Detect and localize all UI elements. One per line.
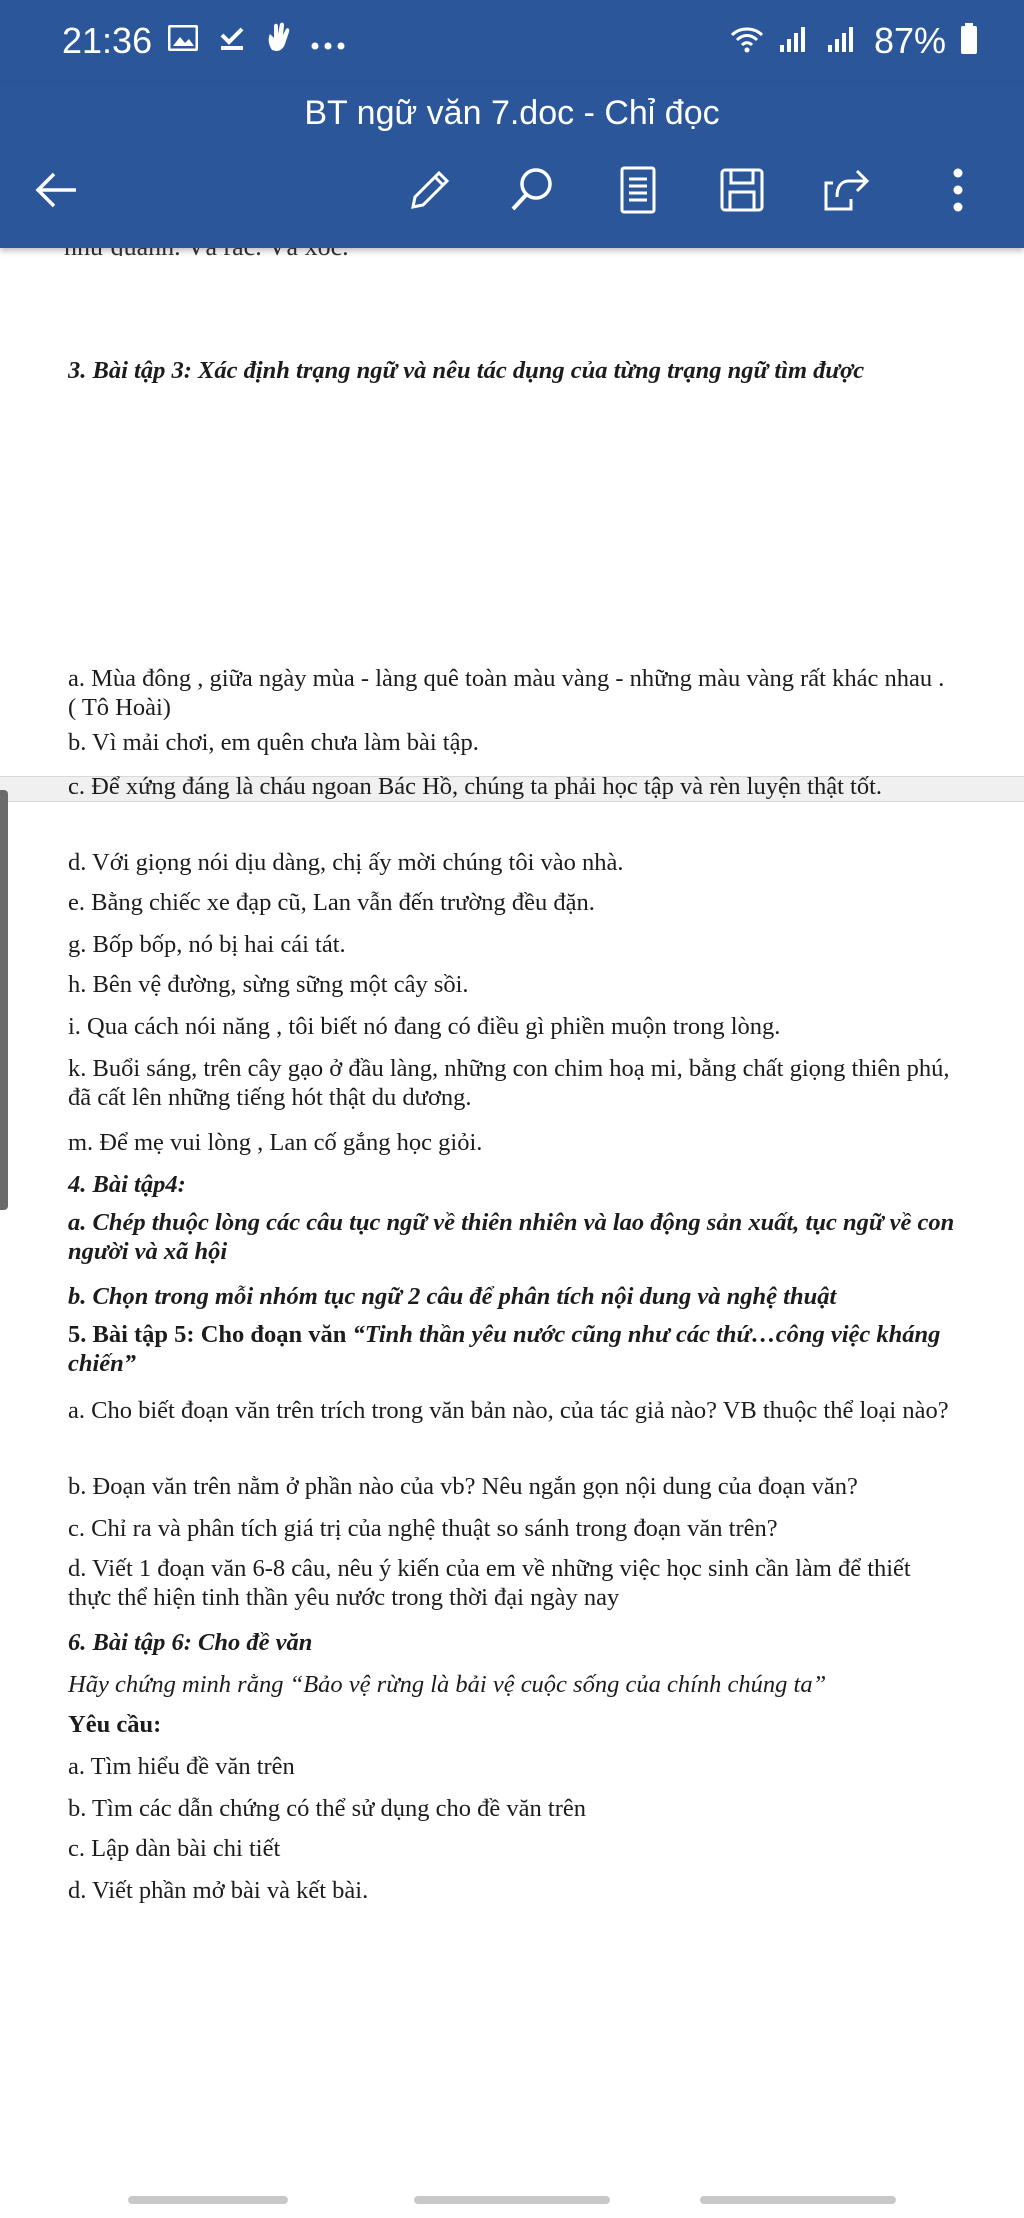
exercise-4-a: a. Chép thuộc lòng các câu tục ngữ về thiên nhiên và lao động sản xuất, tục ngữ về con người và xã hội (68, 1209, 955, 1265)
reading-view-button[interactable] (606, 158, 670, 222)
back-button[interactable] (24, 158, 88, 222)
list-item: g. Bốp bốp, nó bị hai cái tát. (68, 931, 346, 958)
status-bar (0, 0, 1024, 84)
list-item: d. Viết 1 đoạn văn 6-8 câu, nêu ý kiến của em về những việc học sinh cần làm để thiết thực thể hiện tinh thần yêu nước trong thời đại ngày nay (68, 1555, 911, 1611)
list-item: e. Bằng chiếc xe đạp cũ, Lan vẫn đến trường đều đặn. (68, 889, 595, 916)
nav-bar-segment-right (700, 2196, 896, 2204)
pencil-icon (405, 165, 455, 215)
exercise-5-heading (68, 1320, 958, 1378)
list-item: c. Để xứng đáng là cháu ngoan Bác Hồ, chúng ta phải học tập và rèn luyện thật tốt. (68, 773, 883, 800)
document-title: BT ngữ văn 7.doc - Chỉ đọc (304, 94, 720, 132)
exercise-4-heading: 4. Bài tập4: (68, 1171, 186, 1198)
exercise-3-heading: 3. Bài tập 3: Xác định trạng ngữ và nêu tác dụng của từng trạng ngữ tìm được (68, 357, 865, 384)
list-item: b. Tìm các dẫn chứng có thể sử dụng cho đề văn trên (68, 1795, 586, 1822)
status-time: 21:36 (62, 20, 153, 61)
status-system-icons (730, 20, 978, 62)
nav-bar-segment-center[interactable] (414, 2196, 610, 2204)
list-item: d. Với giọng nói dịu dàng, chị ấy mời chúng tôi vào nhà. (68, 849, 624, 876)
image-icon (168, 24, 198, 60)
nav-bar-segment-left (128, 2196, 288, 2204)
list-item: a. Tìm hiểu đề văn trên (68, 1753, 295, 1780)
exercise-6-heading: 6. Bài tập 6: Cho đề văn (68, 1629, 313, 1656)
list-item: b. Đoạn văn trên nằm ở phần nào của vb? Nêu ngắn gọn nội dung của đoạn văn? (68, 1473, 858, 1500)
share-icon (821, 165, 871, 215)
save-button[interactable] (710, 158, 774, 222)
more-dots-icon (310, 24, 346, 60)
list-item: k. Buổi sáng, trên cây gạo ở đầu làng, những con chim hoạ mi, bằng chất giọng thiên phú, đã cất lên những tiếng hót thật du dương. (68, 1055, 950, 1111)
hand-icon (266, 22, 290, 61)
exercise-4-b: b. Chọn trong mỗi nhóm tục ngữ 2 câu để phân tích nội dung và nghệ thuật (68, 1283, 837, 1310)
search-button[interactable] (500, 158, 564, 222)
list-item: c. Lập dàn bài chi tiết (68, 1835, 281, 1862)
list-item: i. Qua cách nói năng , tôi biết nó đang có điều gì phiền muộn trong lòng. (68, 1013, 781, 1040)
exercise-6-prompt: Hãy chứng minh rằng “Bảo vệ rừng là bải vệ cuộc sống của chính chúng ta” (68, 1671, 827, 1698)
exercise-5-heading-quote: “Tinh thần yêu nước cũng như các thứ…công việc kháng chiến” (68, 1321, 941, 1377)
list-item: d. Viết phần mở bài và kết bài. (68, 1877, 369, 1904)
document-lines-icon (618, 165, 658, 215)
list-item: m. Để mẹ vui lòng , Lan cố gắng học giỏi. (68, 1129, 483, 1156)
list-item: c. Chỉ ra và phân tích giá trị của nghệ thuật so sánh trong đoạn văn trên? (68, 1515, 778, 1542)
more-vertical-icon (948, 165, 968, 215)
more-options-button[interactable] (926, 158, 990, 222)
status-notification-icons (168, 22, 346, 61)
exercise-6-requirement-label: Yêu cầu: (68, 1711, 162, 1738)
app-bar (0, 84, 1024, 248)
save-icon (717, 165, 767, 215)
download-done-icon (218, 23, 246, 60)
signal-icon-2 (826, 25, 860, 58)
scrollbar-thumb[interactable] (0, 790, 8, 1210)
search-icon (507, 165, 557, 215)
back-arrow-icon (32, 170, 80, 210)
battery-percent: 87% (873, 20, 946, 61)
list-item: a. Mùa đông , giữa ngày mùa - làng quê toàn màu vàng - những màu vàng rất khác nhau . ( Tô Hoài) (68, 665, 945, 721)
signal-icon (778, 25, 812, 58)
share-button[interactable] (814, 158, 878, 222)
edit-button[interactable] (398, 158, 462, 222)
exercise-5-heading-prefix: 5. Bài tập 5: Cho đoạn văn (68, 1321, 353, 1348)
document-view[interactable] (0, 248, 1024, 2218)
list-item: h. Bên vệ đường, sừng sững một cây sồi. (68, 971, 469, 998)
wifi-icon (730, 25, 764, 58)
battery-icon (960, 23, 978, 60)
list-item: b. Vì mải chơi, em quên chưa làm bài tập. (68, 729, 479, 756)
list-item: a. Cho biết đoạn văn trên trích trong văn bản nào, của tác giả nào? VB thuộc thể loại nào? (68, 1397, 949, 1424)
